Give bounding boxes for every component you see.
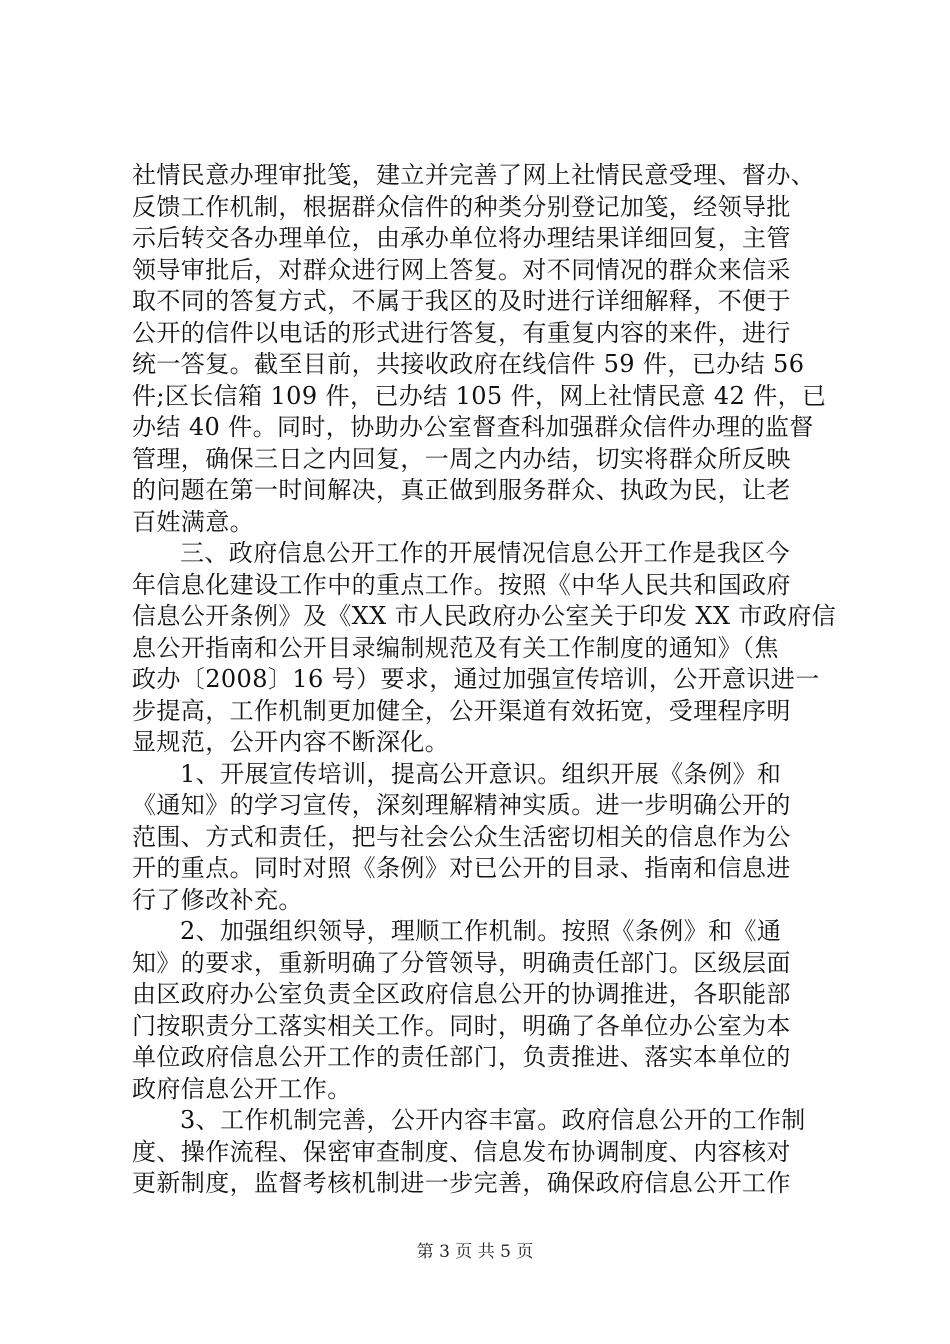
- paragraph-first-line: 三、政府信息公开工作的开展情况信息公开工作是我区今: [180, 539, 790, 567]
- text-line: 度、操作流程、保密审查制度、信息发布协调制度、内容核对: [132, 1137, 791, 1166]
- text-line: 管理，确保三日之内回复，一周之内办结，切实将群众所反映: [132, 444, 791, 473]
- text-line: 统一答复。截至目前，共接收政府在线信件 59 件，已办结 56: [132, 350, 805, 378]
- text-line: 更新制度，监督考核机制进一步完善，确保政府信息公开工作: [132, 1169, 791, 1197]
- text-line: 领导审批后，对群众进行网上答复。对不同情况的群众来信采: [132, 255, 791, 284]
- text-line: 由区政府办公室负责全区政府信息公开的协调推进，各职能部: [132, 980, 791, 1008]
- text-line: 办结 40 件。同时，协助办公室督查科加强群众信件办理的监督: [132, 413, 814, 441]
- text-line: 公开的信件以电话的形式进行答复，有重复内容的来件，进行: [132, 318, 791, 347]
- text-line: 单位政府信息公开工作的责任部门，负责推进、落实本单位的: [132, 1043, 791, 1071]
- text-line: 《通知》的学习宣传，深刻理解精神实质。进一步明确公开的: [132, 791, 791, 819]
- text-line: 行了修改补充。: [132, 885, 303, 914]
- text-line: 年信息化建设工作中的重点工作。按照《中华人民共和国政府: [132, 570, 791, 599]
- text-line: 范围、方式和责任，把与社会公众生活密切相关的信息作为公: [132, 822, 791, 851]
- text-line: 开的重点。同时对照《条例》对已公开的目录、指南和信息进: [132, 854, 791, 882]
- text-line: 取不同的答复方式，不属于我区的及时进行详细解释，不便于: [132, 287, 791, 315]
- text-line: 政办〔2008〕16 号）要求，通过加强宣传培训，公开意识进一: [132, 665, 820, 693]
- text-line: 息公开指南和公开目录编制规范及有关工作制度的通知》（焦: [132, 633, 779, 662]
- paragraph-first-line: 2、加强组织领导，理顺工作机制。按照《条例》和《通: [180, 917, 782, 945]
- text-line: 示后转交各办理单位，由承办单位将办理结果详细回复，主管: [132, 224, 791, 252]
- text-line: 反馈工作机制，根据群众信件的种类分别登记加笺，经领导批: [132, 192, 791, 221]
- text-line: 件;区长信箱 109 件，已办结 105 件，网上社情民意 42 件，已: [132, 381, 827, 410]
- paragraph-first-line: 3、工作机制完善，公开内容丰富。政府信息公开的工作制: [180, 1106, 806, 1134]
- text-line: 信息公开条例》及《XX 市人民政府办公室关于印发 XX 市政府信: [132, 602, 837, 630]
- paragraph-first-line: 1、开展宣传培训，提高公开意识。组织开展《条例》和: [180, 759, 782, 788]
- text-line: 步提高，工作机制更加健全，公开渠道有效拓宽，受理程序明: [132, 696, 791, 725]
- text-line: 的问题在第一时间解决，真正做到服务群众、执政为民，让老: [132, 476, 791, 504]
- text-line: 社情民意办理审批笺，建立并完善了网上社情民意受理、督办、: [132, 161, 816, 189]
- text-line: 显规范，公开内容不断深化。: [132, 728, 450, 756]
- text-line: 门按职责分工落实相关工作。同时，明确了各单位办公室为本: [132, 1011, 791, 1040]
- text-line: 政府信息公开工作。: [132, 1074, 352, 1103]
- page-number: 第 3 页 共 5 页: [416, 1242, 534, 1262]
- text-line: 知》的要求，重新明确了分管领导，明确责任部门。区级层面: [132, 948, 791, 977]
- text-line: 百姓满意。: [132, 507, 254, 536]
